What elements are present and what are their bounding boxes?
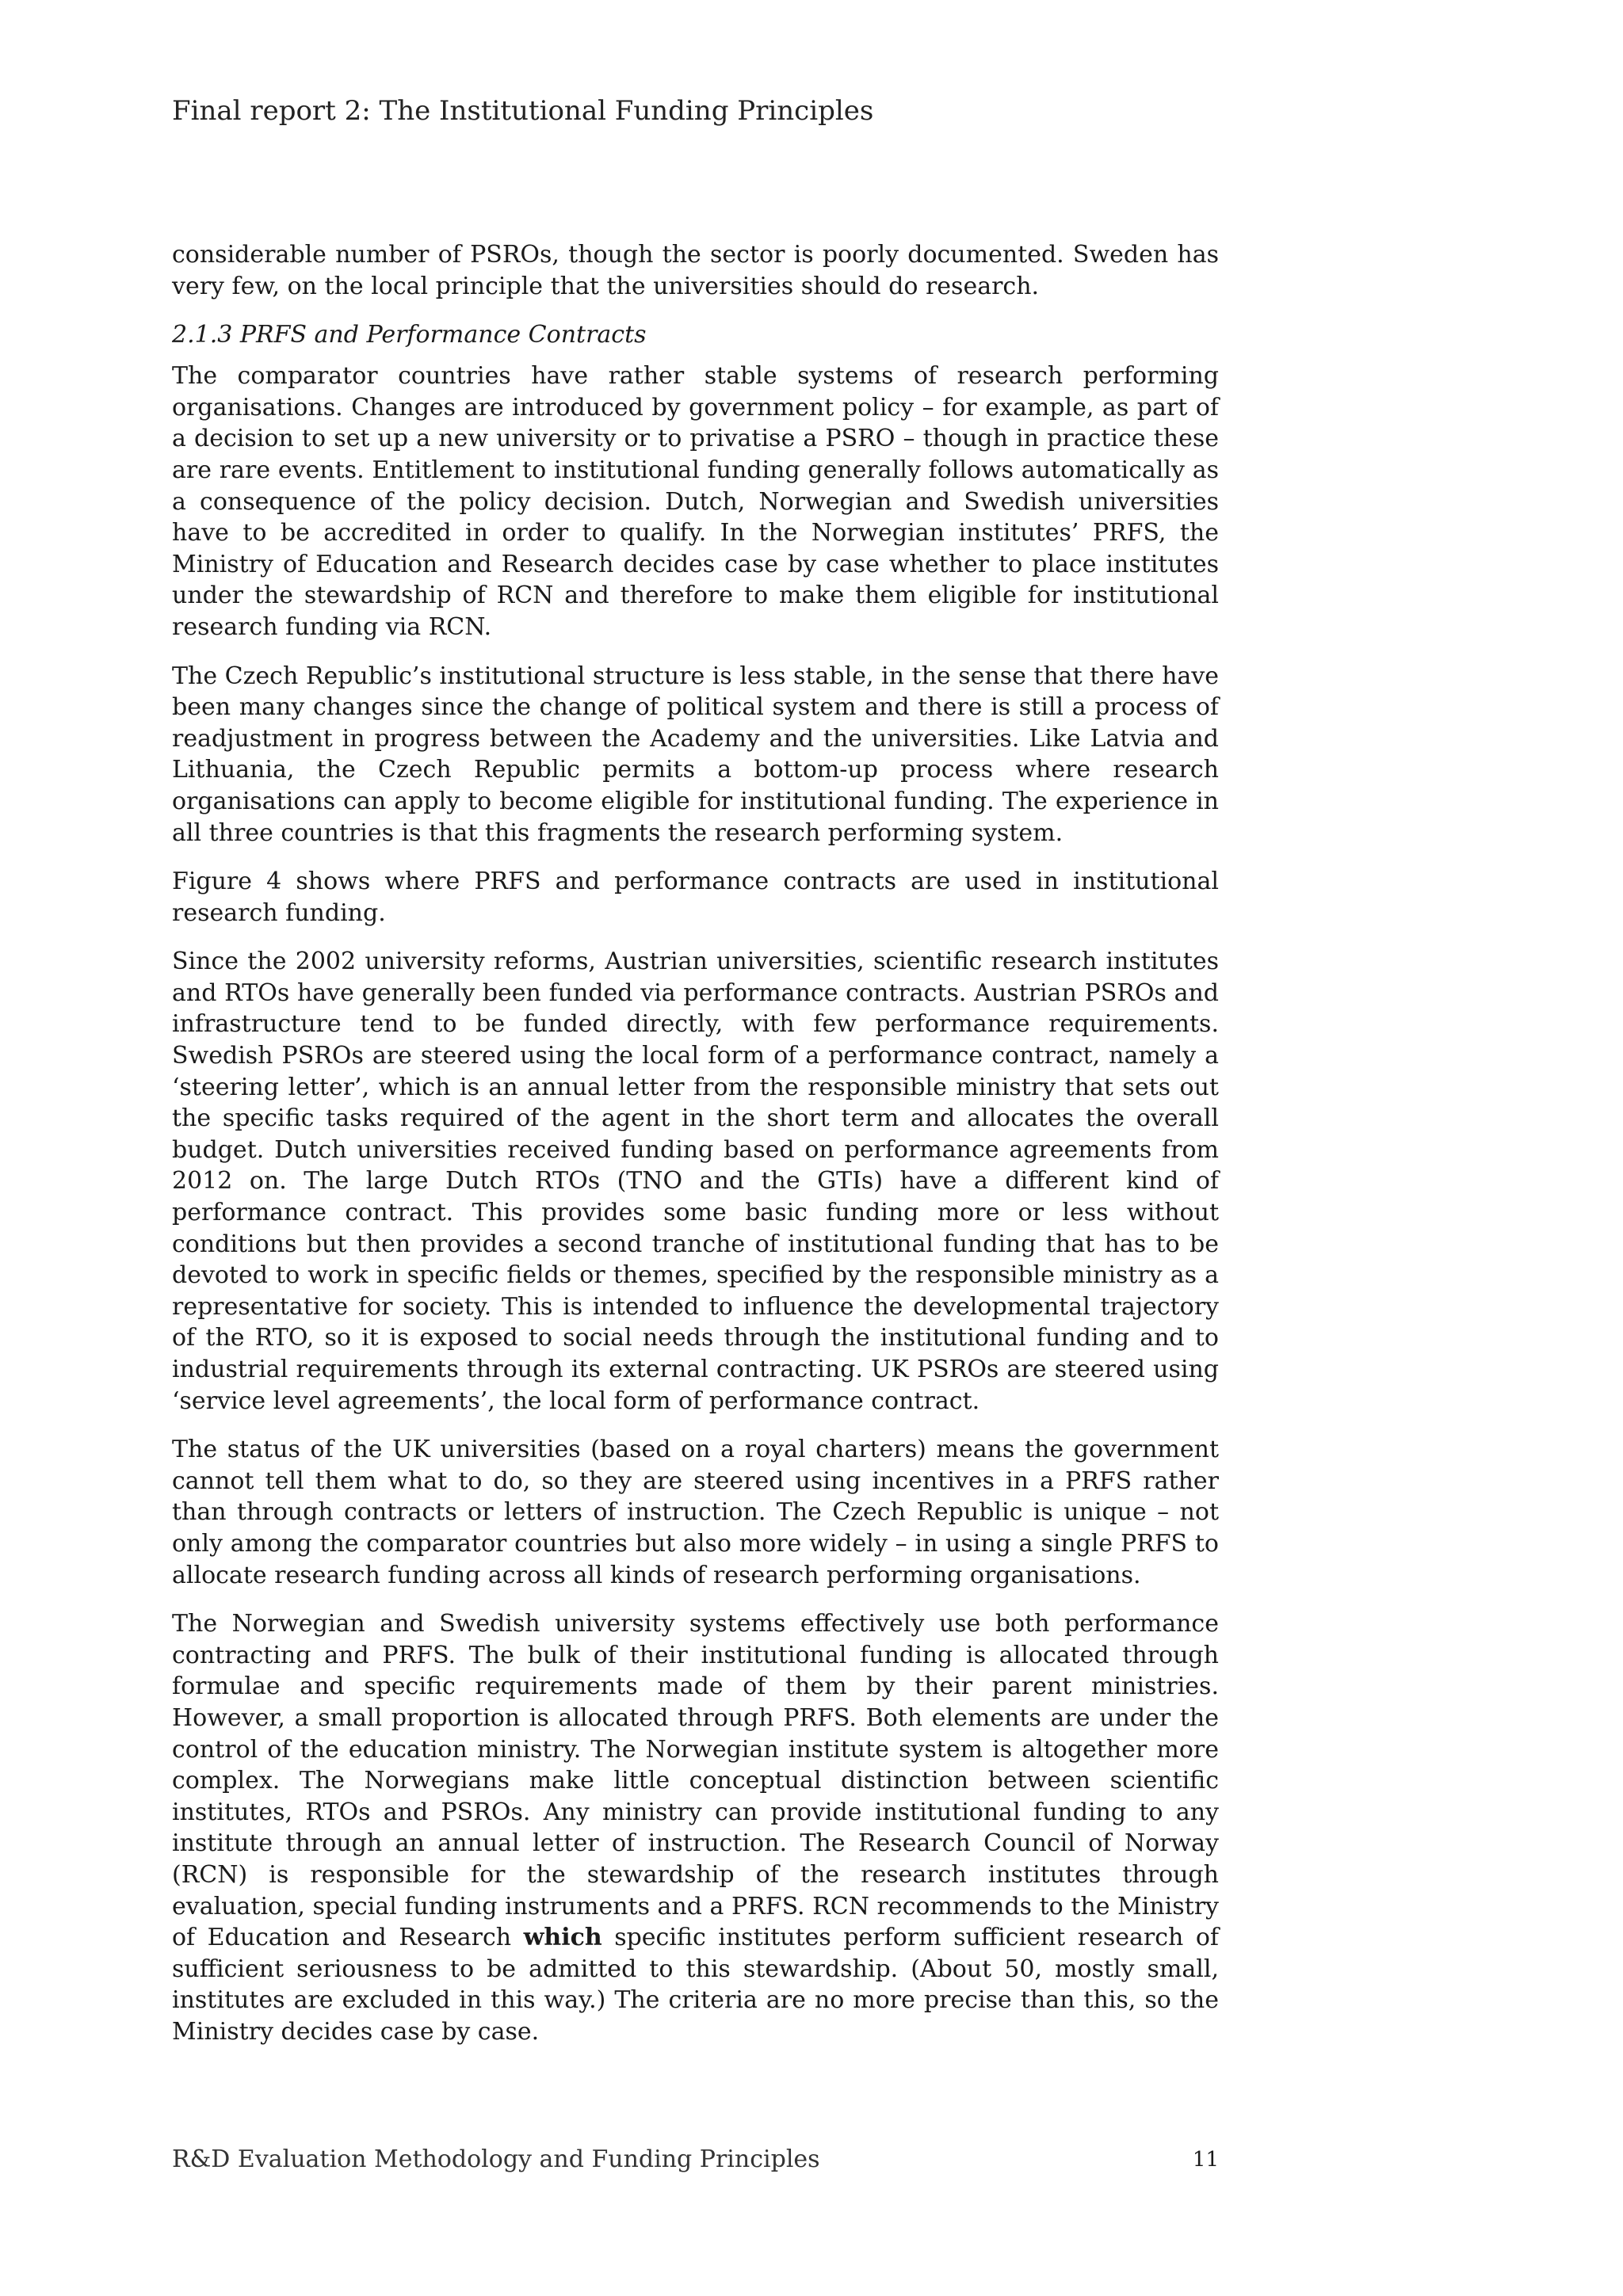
page-number: 11 xyxy=(1192,2148,1219,2172)
paragraph-intro: considerable number of PSROs, though the sector is poorly documented. Sweden has very few, on the local principle that the universities should do research. xyxy=(172,241,1219,300)
paragraph-6-part-1: The Norwegian and Swedish university systems effectively use both performance contracting and PRFS. The bulk of their institutional funding is allocated through formulae and specific requirements made of them by their parent ministries. However, a small proportion is allocated through PRFS. Both elements are under the control of the education ministry. The Norwegian institute system is altogether more complex. The Norwegians make little conceptual distinction between scientific institutes, RTOs and PSROs. Any ministry can provide institutional funding to any institute through an annual letter of instruction. The Research Council of Norway (RCN) is responsible for the stewardship of the research institutes through evaluation, special funding instruments and a PRFS. RCN recommends to the Ministry of Education and Research xyxy=(172,1610,1219,1952)
footer-title: R&D Evaluation Methodology and Funding Principles xyxy=(172,2145,820,2173)
paragraph-4: Since the 2002 university reforms, Austrian universities, scientific research institutes and RTOs have generally been funded via performance contracts. Austrian PSROs and infrastructure tend to be funded directly, with few performance requirements. Swedish PSROs are steered using the local form of a performance contract, namely a ‘steering letter’, which is an annual letter from the responsible ministry that sets out the specific tasks required of the agent in the short term and allocates the overall budget. Dutch universities received funding based on performance agreements from 2012 on. The large Dutch RTOs (TNO and the GTIs) have a different kind of performance contract. This provides some basic funding more or less without conditions but then provides a second tranche of institutional funding that has to be devoted to work in specific fields or themes, specified by the responsible ministry as a representative for society. This is intended to influence the developmental trajectory of the RTO, so it is exposed to social needs through the institutional funding and to industrial requirements through its external contracting. UK PSROs are steered using ‘service level agreements’, the local form of performance contract. xyxy=(172,948,1219,1415)
paragraph-3: Figure 4 shows where PRFS and performance contracts are used in institutional research funding. xyxy=(172,868,1219,927)
paragraph-5: The status of the UK universities (based on a royal charters) means the government cannot tell them what to do, so they are steered using incentives in a PRFS rather than through contracts or letters of instruction. The Czech Republic is unique – not only among the comparator countries but also more widely – in using a single PRFS to allocate research funding across all kinds of research performing organisations. xyxy=(172,1436,1219,1589)
paragraph-6-part-2: specific institutes perform sufficient research of sufficient seriousness to be admitted to this stewardship. (About 50, mostly small, institutes are excluded in this way.) The criteria are no more precise than this, so the Ministry decides case by case. xyxy=(172,1924,1219,2046)
section-heading: 2.1.3 PRFS and Performance Contracts xyxy=(172,321,647,349)
main-content xyxy=(172,239,1219,2065)
running-header: Final report 2: The Institutional Funding Principles xyxy=(172,95,874,127)
paragraph-6 xyxy=(172,1608,1219,2047)
paragraph-2: The Czech Republic’s institutional structure is less stable, in the sense that there have been many changes since the change of political system and there is still a process of readjustment in progress between the Academy and the universities. Like Latvia and Lithuania, the Czech Republic permits a bottom-up process where research organisations can apply to become eligible for institutional funding. The experience in all three countries is that this fragments the research performing system. xyxy=(172,662,1219,847)
page-footer xyxy=(172,2142,1219,2177)
paragraph-6-emphasis: which xyxy=(523,1924,602,1952)
paragraph-1: The comparator countries have rather stable systems of research performing organisations. Changes are introduced by government policy – for example, as part of a decision to set up a new university or to privatise a PSRO – though in practice these are rare events. Entitlement to institutional funding generally follows automatically as a consequence of the policy decision. Dutch, Norwegian and Swedish universities have to be accredited in order to qualify. In the Norwegian institutes’ PRFS, the Ministry of Education and Research decides case by case whether to place institutes under the stewardship of RCN and therefore to make them eligible for institutional research funding via RCN. xyxy=(172,362,1219,641)
